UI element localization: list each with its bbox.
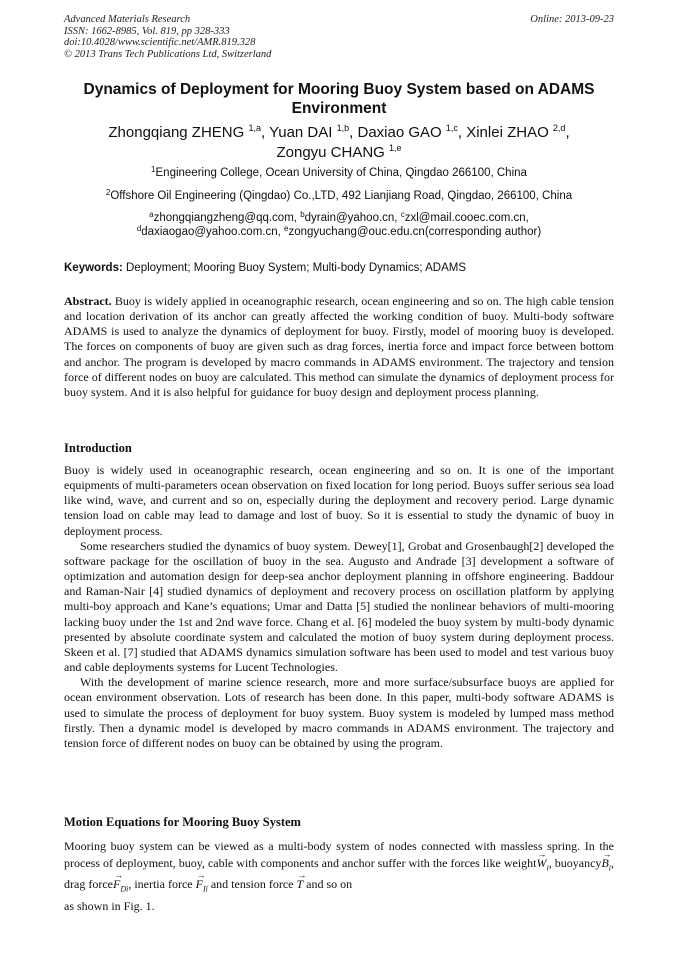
intro-p1: Buoy is widely used in oceanographic research, ocean engineering and so on. It is one of the important equipments of multi-parameters ocean observation on fixed location for long period. Buoys suffer serious sea load like wind, wave, and current and so on, especially during the deployment and recovery period. Large dynamic tension load on cable may lead to damage and lost of buoy. So it is essential to study the dynamic of buoy in deployment process.: [64, 463, 614, 538]
f-var: F: [112, 877, 121, 892]
title-line-1: Dynamics of Deployment for Mooring Buoy System based on ADAMS: [83, 81, 595, 98]
motion-p1: [64, 838, 614, 915]
abstract-text: Buoy is widely applied in oceanographic research, ocean engineering and so on. The high cable tension and location derivation of its anchor can greatly affected the working condition of buoy. Multi-body software ADAMS is used to analyze the dynamics of deployment for buoy. Firstly, model of mooring buoy is developed. The forces on components of buoy are given such as drag forces, inertia force and impact force between bottom and anchor. The program is developed by macro commands in ADAMS environment. The trajectory and tension force of different nodes on buoy are calculated. This method can simulate the dynamics of deployment process for buoy system. And it is also helpful for guidance for buoy design and deployment process planning.: [64, 294, 614, 399]
author-1: Zhongqiang ZHENG: [108, 124, 245, 141]
fi-sub: Ii: [202, 884, 208, 894]
email-e-sup: e: [284, 224, 289, 233]
motion-text-c: , drag force: [64, 856, 615, 892]
motion-text-e: and tension force: [207, 877, 297, 892]
email-a-sup: a: [149, 210, 154, 219]
motion-text-a: Mooring buoy system can be viewed as a multi-body system of nodes connected with massless spring. In the process of deployment, buoy, cable with components and anchor suffer with the forces like weight: [64, 839, 614, 870]
author-3: Daxiao GAO: [357, 124, 442, 141]
email-c-sup: c: [400, 210, 405, 219]
intro-body: [64, 463, 614, 751]
abstract: [64, 294, 614, 400]
online-date: Online: 2013-09-23: [530, 14, 614, 25]
author-4-sup: 2,d: [552, 123, 566, 133]
email-d-sup: d: [136, 224, 142, 233]
keywords-label: Keywords:: [64, 262, 123, 274]
intro-p2: Some researchers studied the dynamics of buoy system. Dewey[1], Grobat and Grosenbaugh[2] developed the software package for the oscillation of buoy in the sea. Augusto and Andrade [3] development a software of optimization and automation design for deep-sea anchor deployment planning in offshore engineering. Baddour and Raman-Nair [4] studied dynamics of deployment and recovery process on oscillation platform by applying multi-boy approach and Kane’s equations; Umar and Datta [5] studied the nonlinear behaviors of multi-mooring lacking buoy under the 1st and 2nd wave force. Chang et al. [6] modeled the buoy system by multi-body dynamic presented by absolute coordinate system and calculated the motion of buoy system during deployment process. Skeen et al. [7] studied that ADAMS dynamics simulation software has been used to model and test various buoy and cable deployments systems for Lucent Technologies.: [64, 538, 614, 675]
buoyancy-symbol: [601, 855, 611, 876]
author-5-sup: 1,e: [389, 143, 402, 153]
abstract-label: Abstract.: [64, 294, 112, 308]
keywords: [64, 262, 616, 274]
aff2-text: Offshore Oil Engineering (Qingdao) Co.,LTD, 492 Lianjiang Road, Qingdao, 266100, China: [110, 190, 573, 202]
f-sub: Di: [120, 884, 129, 894]
author-1-sup: 1,a: [248, 123, 261, 133]
w-sub: i: [546, 863, 549, 873]
email-e[interactable]: zongyuchang@ouc.edu.cn(corresponding author): [288, 226, 542, 238]
email-d[interactable]: daxiaogao@yahoo.com.cn,: [141, 226, 285, 238]
t-var: T: [296, 877, 304, 892]
journal-header: [64, 14, 271, 60]
email-a[interactable]: zhongqiangzheng@qq.com,: [153, 212, 301, 224]
email-b[interactable]: dyrain@yahoo.cn,: [304, 212, 401, 224]
aff1-sup: 1: [151, 165, 156, 174]
affiliation-2: [64, 189, 614, 203]
author-4: Xinlei ZHAO: [466, 124, 549, 141]
emails: [64, 211, 614, 239]
intro-p3: With the development of marine science research, more and more surface/subsurface buoys are applied for ocean environment observation. Lots of research has been done. In this paper, multi-body software ADAMS is used to simulate the process of deployment for buoy system. Buoy system is modeled by lumped mass method firstly. Then a dynamic model is developed by macro commands in ADAMS environment. The trajectory and tension force of different nodes on buoy can be obtained by using the program.: [64, 675, 614, 750]
affiliation-1: [64, 166, 614, 180]
copyright: © 2013 Trans Tech Publications Ltd, Switzerland: [64, 48, 272, 60]
doi: doi:10.4028/www.scientific.net/AMR.819.328: [64, 37, 256, 48]
email-c[interactable]: zxl@mail.cooec.com.cn,: [404, 212, 529, 224]
w-var: W: [536, 856, 547, 870]
paper-title: [64, 80, 614, 118]
issn: ISSN: 1662-8985, Vol. 819, pp 328-333: [64, 25, 230, 37]
aff1-text: Engineering College, Ocean University of China, Qingdao 266100, China: [155, 167, 527, 179]
tension-symbol: [296, 876, 303, 893]
email-b-sup: b: [300, 210, 305, 219]
motion-text-f: and so on: [303, 877, 353, 892]
motion-text-b: , buoyancy: [548, 856, 602, 870]
intro-heading: Introduction: [64, 441, 132, 455]
journal-name: Advanced Materials Research: [64, 14, 191, 25]
title-line-2: Environment: [291, 100, 387, 117]
keywords-text: Deployment; Mooring Buoy System; Multi-body Dynamics; ADAMS: [122, 262, 466, 274]
motion-heading: Motion Equations for Mooring Buoy System: [64, 815, 301, 829]
b-var: B: [601, 856, 609, 870]
author-3-sup: 1,c: [445, 123, 458, 133]
drag-symbol: [113, 876, 128, 897]
fi-var: F: [195, 877, 203, 892]
author-2: Yuan DAI: [269, 124, 333, 141]
motion-text-d: , inertia force: [128, 877, 196, 892]
weight-symbol: [537, 855, 549, 876]
author-5: Zongyu CHANG: [276, 144, 385, 161]
authors: Zhongqiang ZHENG $^{1,a}$, Yuan DAI $^{1,b}$, Daxiao GAO $^{1,c}$, Xinlei ZHAO $^{2,d}$, Zongyu CHANG $^{1,e}$: [108, 123, 570, 161]
aff2-sup: 2: [105, 188, 111, 197]
author-2-sup: 1,b: [336, 123, 350, 133]
inertia-symbol: [196, 876, 208, 897]
motion-text-g: as shown in Fig. 1.: [64, 898, 155, 913]
b-sub: i: [608, 863, 612, 873]
